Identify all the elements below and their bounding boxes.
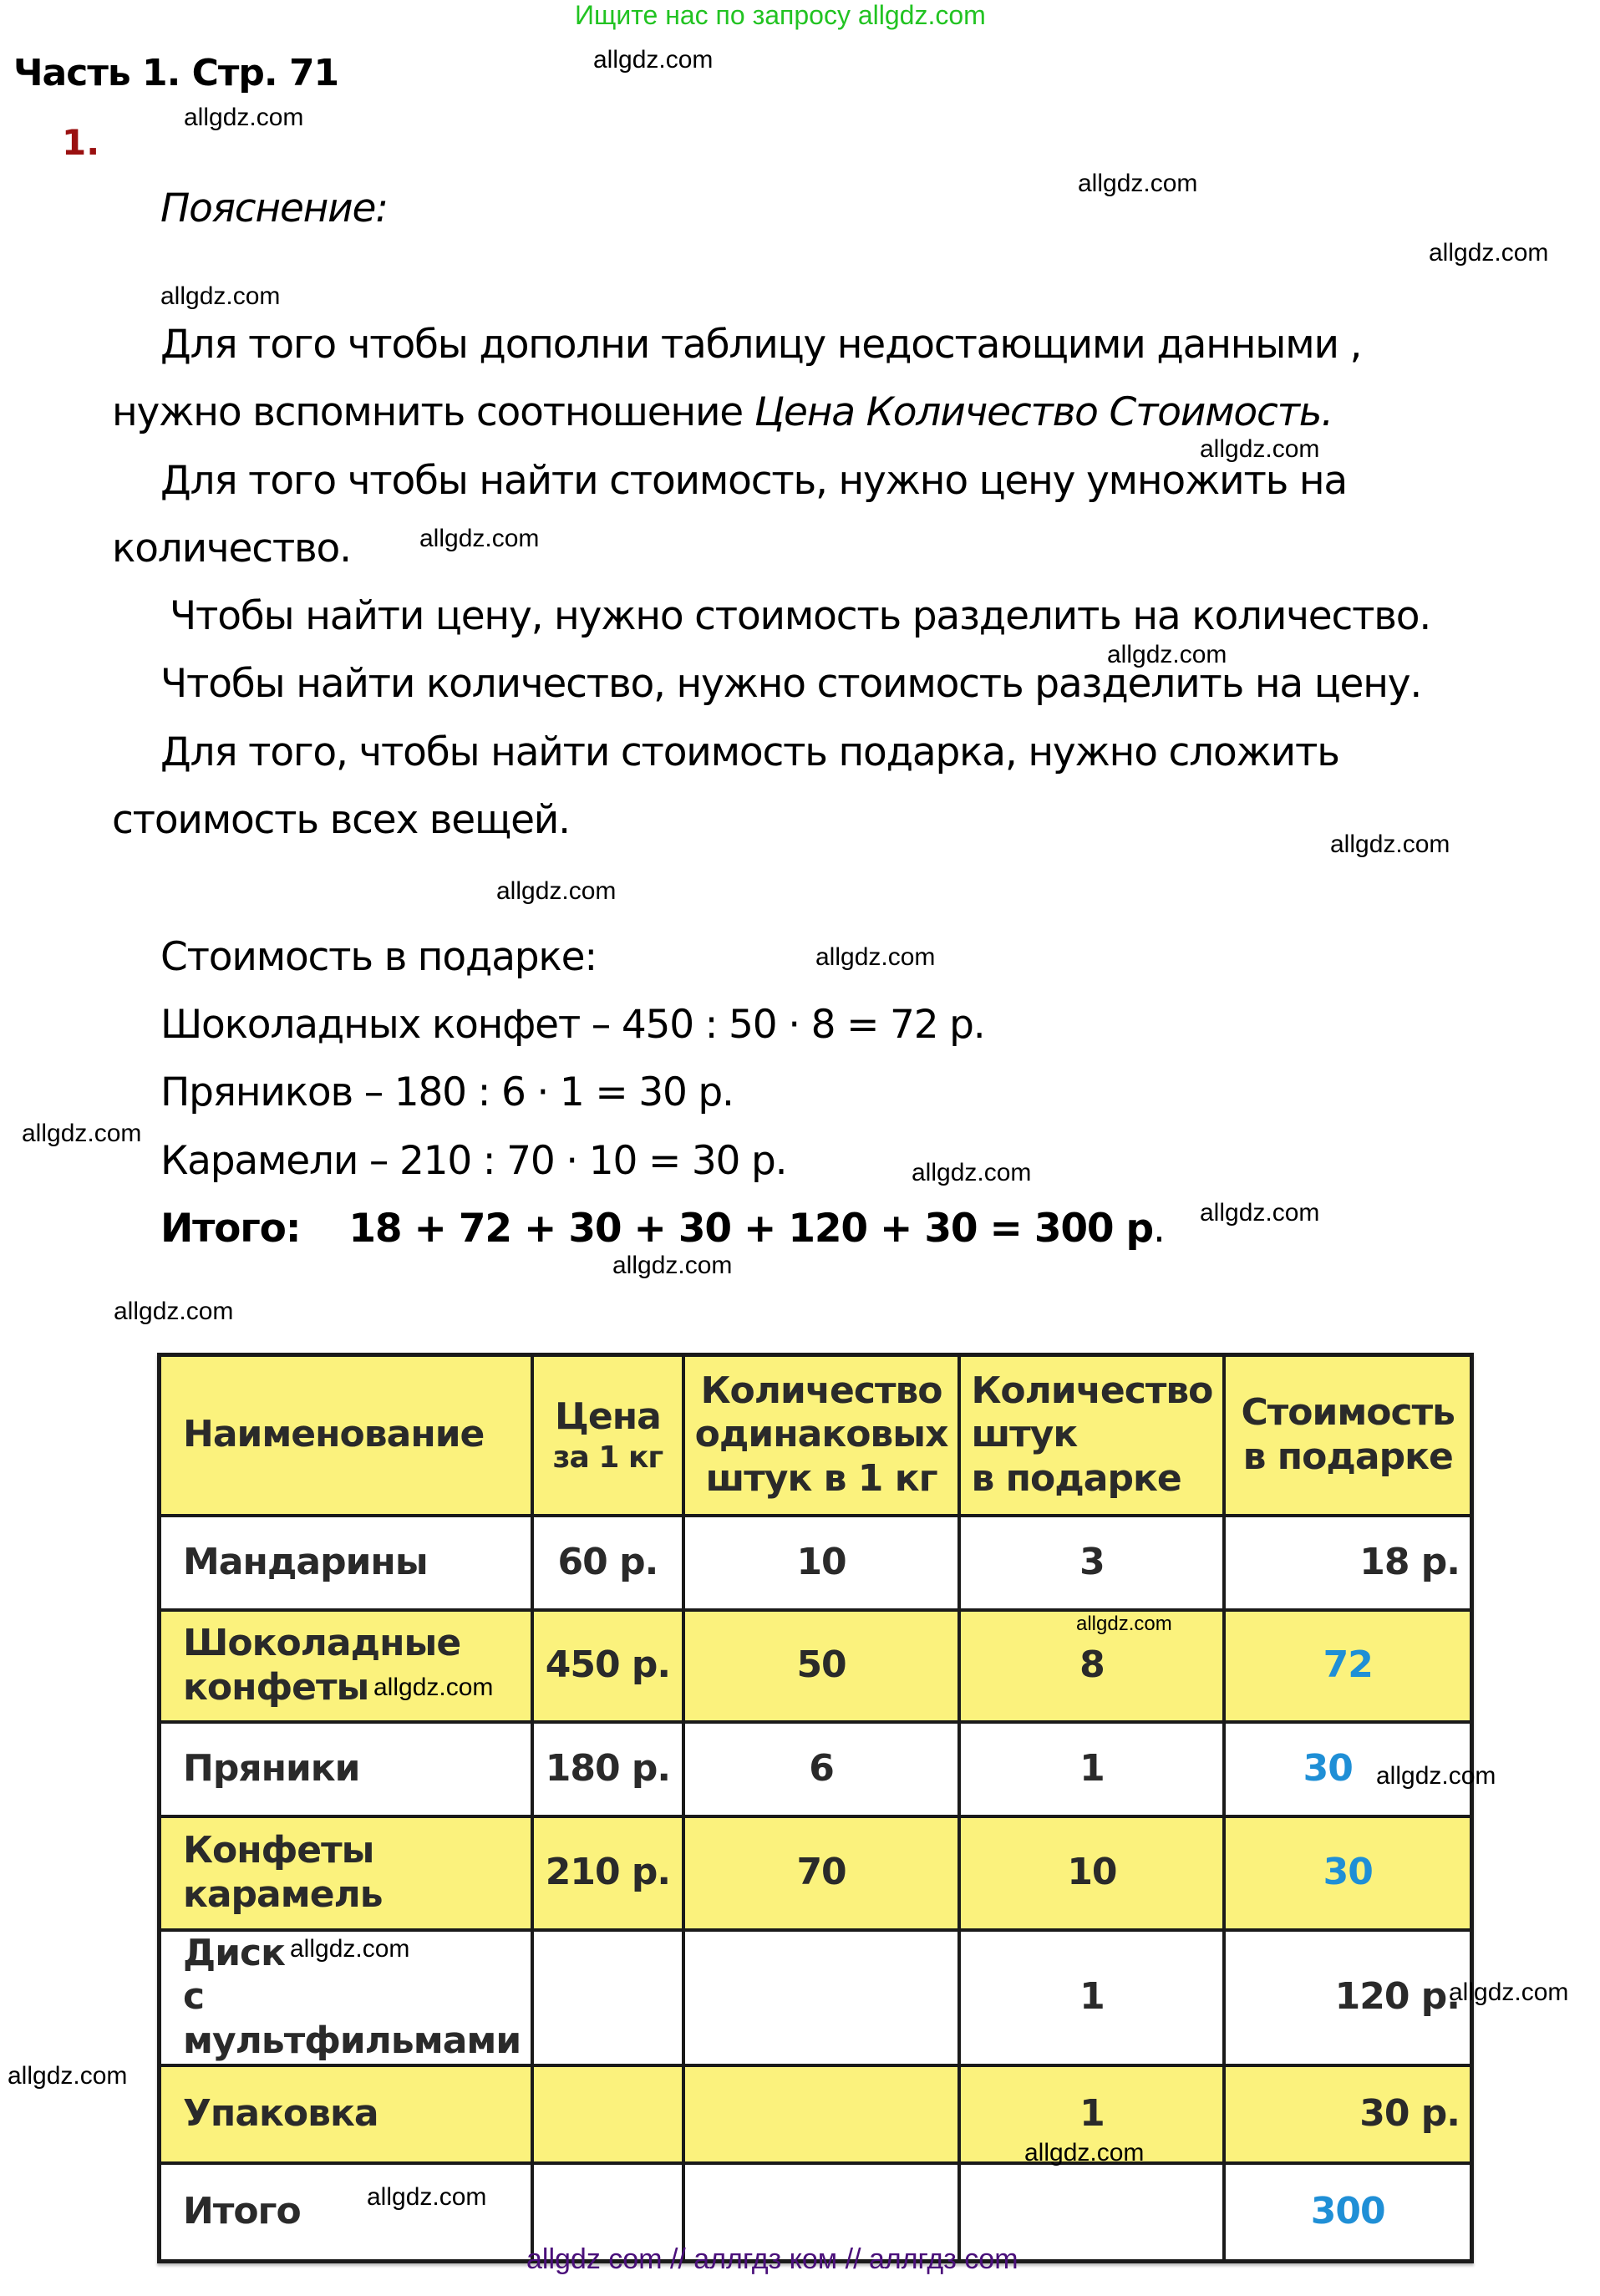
cell-cost-answer: 300 [1224, 2163, 1471, 2262]
cell-name: Пряники [160, 1722, 533, 1816]
cell-name: Итого [160, 2163, 533, 2262]
cell-cost: 18 р. [1224, 1516, 1471, 1610]
col-header-price [532, 1355, 683, 1516]
cell-cost: 120 р. [1224, 1930, 1471, 2065]
watermark: allgdz.com [1076, 1613, 1172, 1635]
total-label: Итого: [160, 1206, 301, 1252]
cell-name: Упаковка [160, 2065, 533, 2163]
header-text: Стоимость [1241, 1390, 1455, 1434]
cell-name [160, 1610, 533, 1722]
explanation-line: Для того чтобы дополни таблицу недостающими данными , [160, 322, 1362, 368]
cell-cost-answer: 30 [1224, 1722, 1471, 1816]
search-banner: Ищите нас по запросу allgdz.com [575, 0, 986, 30]
explanation-line: количество. [112, 526, 351, 571]
cell-cost-answer: 30 [1224, 1816, 1471, 1930]
cell-name: Мандарины [160, 1516, 533, 1610]
col-header-qty [959, 1355, 1224, 1516]
watermark: allgdz.com [1024, 2139, 1145, 2166]
table-row [160, 2065, 1472, 2163]
watermark: allgdz.com [1107, 641, 1227, 668]
watermark: allgdz.com [912, 1159, 1032, 1186]
cell-qty: 10 [959, 1816, 1224, 1930]
col-header-cost [1224, 1355, 1471, 1516]
watermark: allgdz.com [612, 1252, 733, 1279]
relation-formula: Цена Количество Стоимость. [754, 389, 1333, 435]
cell-price: 60 р. [532, 1516, 683, 1610]
cell-qty: 8 [959, 1610, 1224, 1722]
total-expression: 18 + 72 + 30 + 30 + 120 + 30 = 300 р [348, 1206, 1153, 1252]
watermark: allgdz.com [160, 282, 281, 310]
watermark: allgdz.com [1429, 239, 1549, 267]
watermark: allgdz.com [22, 1120, 142, 1147]
explanation-line: Для того, чтобы найти стоимость подарка, нужно сложить [160, 729, 1339, 775]
cell-price: 180 р. [532, 1722, 683, 1816]
cell-name [160, 1816, 533, 1930]
header-text: Количество [971, 1369, 1213, 1412]
cell-price [532, 1930, 683, 2065]
watermark: allgdz.com [1330, 831, 1450, 858]
header-text: за 1 кг [552, 1440, 663, 1475]
col-header-per-kg [683, 1355, 960, 1516]
watermark: allgdz.com [8, 2062, 128, 2090]
name-line: Конфеты [183, 1828, 374, 1872]
explanation-line: Чтобы найти цену, нужно стоимость разделить на количество. [170, 593, 1431, 639]
watermark: allgdz.com [419, 525, 540, 552]
watermark: allgdz.com [1376, 1762, 1496, 1790]
cell-per-kg: 50 [683, 1610, 960, 1722]
watermark: allgdz.com [1200, 1199, 1320, 1227]
header-text: Количество [700, 1369, 942, 1412]
header-text: штук [971, 1413, 1078, 1456]
header-text: в подарке [1242, 1435, 1453, 1478]
name-line: карамель [183, 1872, 383, 1916]
explanation-line: стоимость всех вещей. [112, 797, 570, 843]
calc-line: Шоколадных конфет – 450 : 50 · 8 = 72 р. [160, 1002, 985, 1048]
calc-line: Пряников – 180 : 6 · 1 = 30 р. [160, 1069, 734, 1115]
watermark: allgdz.com [1078, 170, 1198, 197]
explanation-text: нужно вспомнить соотношение [112, 389, 754, 435]
watermark: allgdz.com [496, 877, 617, 905]
name-line: Диск [183, 1931, 285, 1974]
cell-per-kg: 6 [683, 1722, 960, 1816]
explanation-line [112, 389, 1333, 435]
table-row [160, 1516, 1472, 1610]
cell-qty: 3 [959, 1516, 1224, 1610]
watermark: allgdz.com [1449, 1979, 1569, 2006]
watermark: allgdz.com [373, 1674, 494, 1701]
header-text: одинаковых [694, 1413, 948, 1456]
watermark: allgdz.com [114, 1298, 234, 1325]
cell-qty: 1 [959, 2065, 1224, 2163]
name-line: с мультфильмами [183, 1975, 521, 2063]
calc-total [160, 1206, 1165, 1252]
cell-qty: 1 [959, 1930, 1224, 2065]
header-text: Цена [555, 1394, 661, 1438]
header-text: Наименование [183, 1413, 485, 1456]
page-title: Часть 1. Стр. 71 [13, 52, 339, 94]
explanation-line: Чтобы найти количество, нужно стоимость разделить на цену. [160, 661, 1422, 707]
task-number: 1. [62, 122, 100, 163]
watermark: allgdz.com [367, 2183, 487, 2211]
watermark: allgdz.com [290, 1935, 410, 1963]
cell-price: 210 р. [532, 1816, 683, 1930]
total-period: . [1153, 1206, 1165, 1252]
cell-per-kg [683, 1930, 960, 2065]
cell-cost: 30 р. [1224, 2065, 1471, 2163]
cell-price: 450 р. [532, 1610, 683, 1722]
cell-per-kg [683, 2065, 960, 2163]
gift-table [157, 1353, 1474, 2263]
footer-links: allgdz com // аллгдз ком // аллгдз com [526, 2243, 1018, 2275]
calc-heading: Стоимость в подарке: [160, 934, 597, 980]
explanation-line: Для того чтобы найти стоимость, нужно цену умножить на [160, 458, 1347, 504]
cell-per-kg: 70 [683, 1816, 960, 1930]
cell-per-kg: 10 [683, 1516, 960, 1610]
watermark: allgdz.com [593, 46, 714, 74]
cell-qty: 1 [959, 1722, 1224, 1816]
table-row [160, 1816, 1472, 1930]
watermark: allgdz.com [184, 104, 304, 131]
cell-cost-answer: 72 [1224, 1610, 1471, 1722]
table-row [160, 1722, 1472, 1816]
cell-price [532, 2065, 683, 2163]
name-line: Шоколадные [183, 1621, 461, 1664]
watermark: allgdz.com [815, 943, 936, 971]
header-text: в подарке [971, 1457, 1181, 1501]
name-line: конфеты [183, 1665, 369, 1709]
col-header-name [160, 1355, 533, 1516]
table-header-row [160, 1355, 1472, 1516]
watermark: allgdz.com [1200, 435, 1320, 463]
explanation-label: Пояснение: [160, 185, 388, 231]
table-row [160, 1610, 1472, 1722]
header-text: штук в 1 кг [705, 1457, 937, 1501]
calc-line: Карамели – 210 : 70 · 10 = 30 р. [160, 1138, 787, 1184]
